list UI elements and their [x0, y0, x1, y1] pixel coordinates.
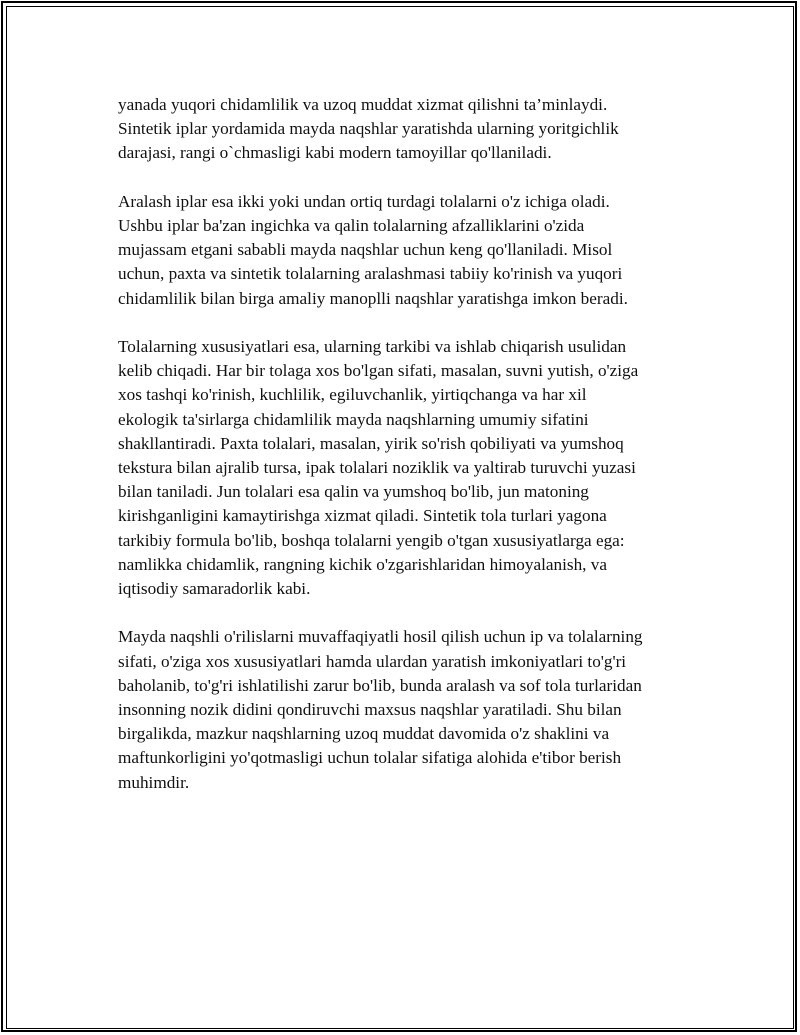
document-body	[118, 93, 698, 819]
paragraph-1	[118, 93, 698, 166]
text-line: tekstura bilan ajralib tursa, ipak tolalari noziklik va yaltirab turuvchi yuzasi	[118, 458, 636, 478]
text-line: birgalikda, mazkur naqshlarning uzoq muddat davomida o'z shaklini va	[118, 724, 610, 744]
text-line: darajasi, rangi o`chmasligi kabi modern tamoyillar qo'llaniladi.	[118, 143, 552, 163]
text-line: tarkibiy formula bo'lib, boshqa tolalarni yengib o'tgan xususiyatlarga ega:	[118, 530, 625, 550]
text-line: kirishganligini kamaytirishga xizmat qiladi. Sintetik tola turlari yagona	[118, 506, 607, 526]
text-line: chidamlilik bilan birga amaliy manoplli naqshlar yaratishga imkon beradi.	[118, 288, 628, 308]
text-line: iqtisodiy samaradorlik kabi.	[118, 579, 311, 599]
text-line: sifati, o'ziga xos xususiyatlari hamda ulardan yaratish imkoniyatlari to'g'ri	[118, 651, 627, 671]
paragraph-3	[118, 335, 698, 601]
text-line: xos tashqi ko'rinish, kuchlilik, egiluvchanlik, yirtiqchanga va har xil	[118, 385, 587, 405]
text-line: Mayda naqshli o'rilislarni muvaffaqiyatli hosil qilish uchun ip va tolalarning	[118, 627, 643, 647]
text-line: insonning nozik didini qondiruvchi maxsus naqshlar yaratiladi. Shu bilan	[118, 700, 622, 720]
text-line: uchun, paxta va sintetik tolalarning aralashmasi tabiiy ko'rinish va yuqori	[118, 264, 623, 284]
text-line: muhimdir.	[118, 772, 190, 792]
text-line: mujassam etgani sababli mayda naqshlar uchun keng qo'llaniladi. Misol	[118, 240, 613, 260]
text-line: ekologik ta'sirlarga chidamlilik mayda naqshlarning umumiy sifatini	[118, 409, 589, 429]
text-line: maftunkorligini yo'qotmasligi uchun tolalar sifatiga alohida e'tibor berish	[118, 748, 622, 768]
paragraph-2	[118, 190, 698, 311]
text-line: baholanib, to'g'ri ishlatilishi zarur bo'lib, bunda aralash va sof tola turlaridan	[118, 675, 642, 695]
text-line: Aralash iplar esa ikki yoki undan ortiq turdagi tolalarni o'z ichiga oladi.	[118, 191, 610, 211]
text-line: kelib chiqadi. Har bir tolaga xos bo'lgan sifati, masalan, suvni yutish, o'ziga	[118, 361, 639, 381]
text-line: Sintetik iplar yordamida mayda naqshlar yaratishda ularning yoritgichlik	[118, 119, 619, 139]
text-line: shakllantiradi. Paxta tolalari, masalan, yirik so'rish qobiliyati va yumshoq	[118, 433, 624, 453]
text-line: namlikka chidamlik, rangning kichik o'zgarishlaridan himoyalanish, va	[118, 554, 607, 574]
paragraph-4	[118, 625, 698, 794]
text-line: Tolalarning xususiyatlari esa, ularning tarkibi va ishlab chiqarish usulidan	[118, 337, 627, 356]
text-line: yanada yuqori chidamlilik va uzoq muddat xizmat qilishni ta’minlaydi.	[118, 95, 608, 114]
text-line: bilan taniladi. Jun tolalari esa qalin va yumshoq bo'lib, jun matoning	[118, 482, 589, 502]
text-line: Ushbu iplar ba'zan ingichka va qalin tolalarning afzalliklarini o'zida	[118, 216, 585, 235]
